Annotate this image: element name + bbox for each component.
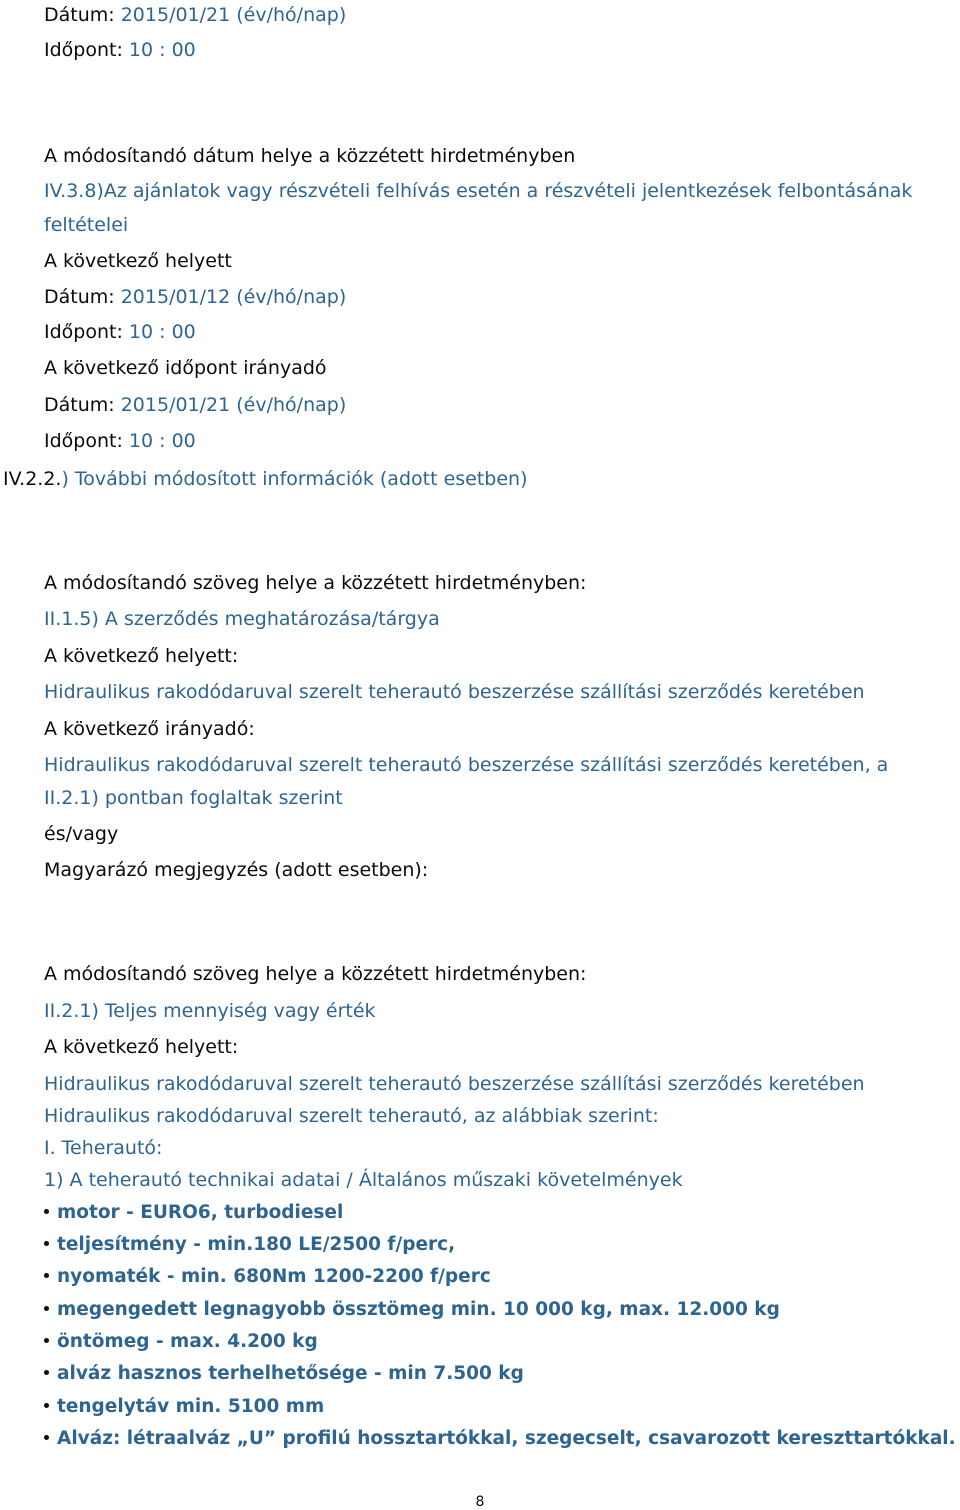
valid-label: A következő időpont irányadó (44, 357, 327, 379)
bullet-icon (44, 1241, 49, 1246)
section-iv-3-8-cont: feltételei (44, 214, 129, 236)
list-item: öntömeg - max. 4.200 kg (44, 1330, 318, 1354)
quantity-line-2: Hidraulikus rakodódaruval szerelt teherautó, az alábbiak szerint: (44, 1105, 659, 1127)
instead-label-3: A következő helyett: (44, 1036, 239, 1058)
bullet-icon (44, 1435, 49, 1440)
time-line: Időpont: 10 : 00 (44, 39, 196, 61)
valid-text: Hidraulikus rakodódaruval szerelt teherautó beszerzése szállítási szerződés keretében, a (44, 754, 889, 776)
instead-label: A következő helyett (44, 250, 232, 272)
date-line-old: Dátum: 2015/01/12 (év/hó/nap) (44, 286, 347, 308)
instead-label-2: A következő helyett: (44, 645, 239, 667)
bullet-icon (44, 1306, 49, 1311)
time-line-new: Időpont: 10 : 00 (44, 430, 196, 452)
list-item: motor - EURO6, turbodiesel (44, 1201, 343, 1225)
time-line-old: Időpont: 10 : 00 (44, 321, 196, 343)
instead-text: Hidraulikus rakodódaruval szerelt teherautó beszerzése szállítási szerződés keretében (44, 681, 865, 703)
quantity-line-4: 1) A teherautó technikai adatai / Általános műszaki követelmények (44, 1169, 683, 1191)
section-iv-2-2: IV.2.2.) További módosított információk (adott esetben) (3, 468, 528, 490)
list-item: teljesítmény - min.180 LE/2500 f/perc, (44, 1233, 455, 1257)
quantity-line-1: Hidraulikus rakodódaruval szerelt teherautó beszerzése szállítási szerződés keretében (44, 1073, 865, 1095)
bullet-icon (44, 1338, 49, 1343)
section-ii-1-5: II.1.5) A szerződés meghatározása/tárgya (44, 608, 440, 630)
bullet-icon (44, 1209, 49, 1214)
date-line: Dátum: 2015/01/21 (év/hó/nap) (44, 4, 347, 26)
text-location-heading-2: A módosítandó szöveg helye a közzétett hirdetményben: (44, 963, 587, 985)
date-line-new: Dátum: 2015/01/21 (év/hó/nap) (44, 394, 347, 416)
valid-text-cont: II.2.1) pontban foglaltak szerint (44, 787, 343, 809)
quantity-line-3: I. Teherautó: (44, 1137, 163, 1159)
explanatory-note: Magyarázó megjegyzés (adott esetben): (44, 859, 429, 881)
list-item: megengedett legnagyobb össztömeg min. 10 000 kg, max. 12.000 kg (44, 1298, 780, 1322)
text-location-heading-1: A módosítandó szöveg helye a közzétett hirdetményben: (44, 572, 587, 594)
bullet-icon (44, 1403, 49, 1408)
bullet-icon (44, 1273, 49, 1278)
bullet-icon (44, 1370, 49, 1375)
list-item: Alváz: létraalváz „U” profilú hossztartókkal, szegecselt, csavarozott kereszttartókkal. (44, 1427, 956, 1451)
date-location-heading: A módosítandó dátum helye a közzétett hirdetményben (44, 145, 576, 167)
section-iv-3-8: IV.3.8)Az ajánlatok vagy részvételi felhívás esetén a részvételi jelentkezések felbontásának (44, 180, 913, 202)
and-or: és/vagy (44, 823, 119, 845)
section-ii-2-1: II.2.1) Teljes mennyiség vagy érték (44, 1000, 376, 1022)
page-number: 8 (475, 1494, 485, 1510)
list-item: nyomaték - min. 680Nm 1200-2200 f/perc (44, 1265, 491, 1289)
list-item: alváz hasznos terhelhetősége - min 7.500 kg (44, 1362, 524, 1386)
valid-label-2: A következő irányadó: (44, 718, 255, 740)
list-item: tengelytáv min. 5100 mm (44, 1395, 324, 1419)
